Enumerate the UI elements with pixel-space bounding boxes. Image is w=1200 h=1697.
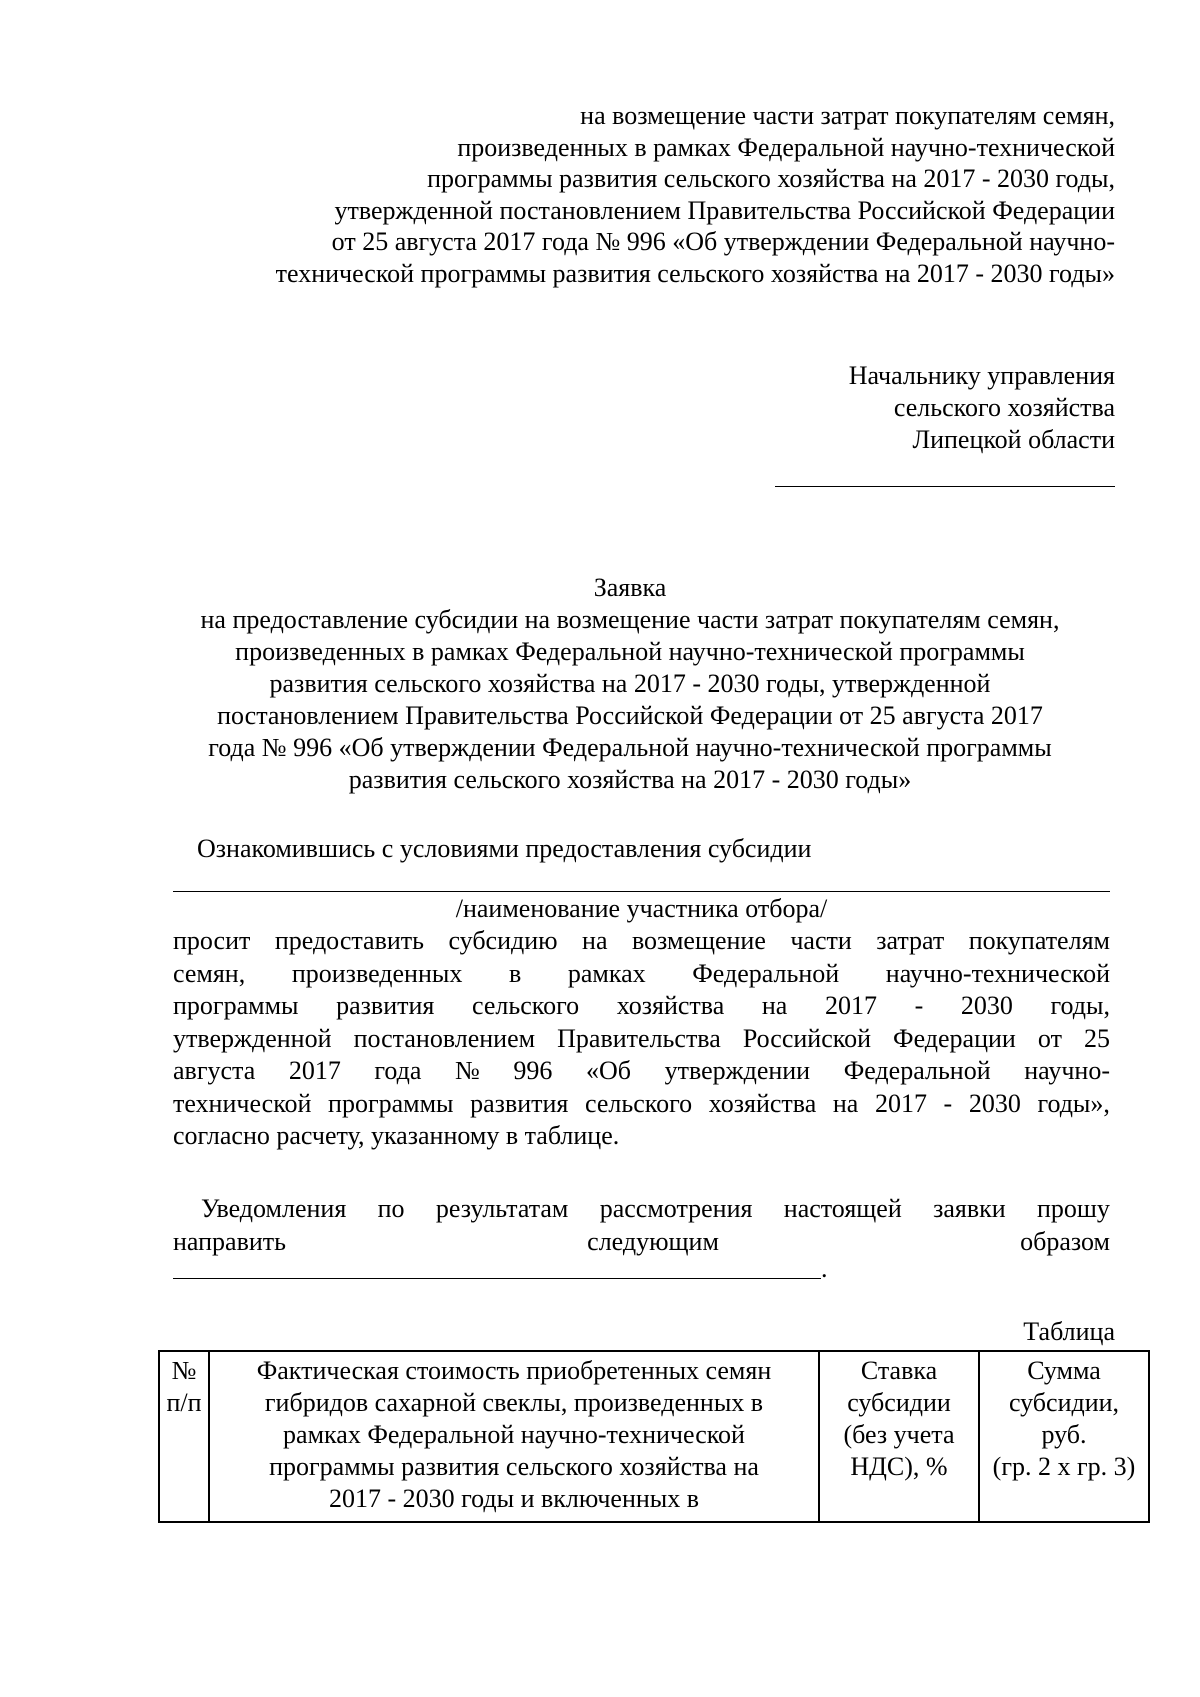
title-line: года № 996 «Об утверждении Федеральной научно-технической программы bbox=[208, 733, 1052, 762]
word: возмещение bbox=[631, 926, 766, 955]
word: по bbox=[377, 1194, 405, 1223]
header-cell-rate bbox=[819, 1351, 979, 1522]
request-paragraph bbox=[173, 925, 1110, 1153]
word: результатам bbox=[435, 1194, 569, 1223]
header-cell-number bbox=[159, 1351, 209, 1522]
word: утверждении bbox=[664, 1056, 811, 1085]
word: научно-технической bbox=[885, 958, 1110, 988]
header-line: произведенных в рамках Федеральной научно-технической bbox=[457, 132, 1115, 162]
word: направить bbox=[173, 1226, 286, 1256]
request-line bbox=[173, 1088, 1110, 1121]
header-cell-amount bbox=[979, 1351, 1149, 1522]
title-line: произведенных в рамках Федеральной научно-технической программы bbox=[235, 637, 1025, 666]
word: технической bbox=[173, 1088, 312, 1118]
header-line: утвержденной постановлением Правительства Российской Федерации bbox=[334, 195, 1115, 225]
word: хозяйства bbox=[616, 991, 725, 1020]
request-line bbox=[173, 990, 1110, 1023]
addressee-signature-field[interactable] bbox=[775, 486, 1115, 487]
cell-line: 2017 - 2030 годы и включенных в bbox=[328, 1484, 700, 1513]
request-line bbox=[173, 925, 1110, 958]
word: 25 bbox=[1084, 1023, 1110, 1053]
request-last-line: согласно расчету, указанному в таблице. bbox=[173, 1121, 620, 1150]
word: Федеральной bbox=[843, 1056, 991, 1085]
participant-caption: /наименование участника отбора/ bbox=[455, 894, 828, 923]
notify-end-mark: . bbox=[821, 1254, 828, 1283]
word: заявки bbox=[933, 1194, 1006, 1223]
word: программы bbox=[328, 1088, 454, 1118]
table-label: Таблица bbox=[1023, 1317, 1115, 1346]
word: Уведомления bbox=[201, 1194, 347, 1223]
word: предоставить bbox=[274, 926, 425, 955]
addressee-line: Начальнику управления bbox=[848, 361, 1115, 390]
word: программы bbox=[173, 991, 299, 1020]
cell-line: Ставка bbox=[860, 1356, 938, 1385]
word: затрат bbox=[876, 926, 945, 955]
word: настоящей bbox=[783, 1194, 902, 1223]
title-heading: Заявка bbox=[593, 573, 667, 602]
notify-paragraph bbox=[173, 1193, 1110, 1258]
cell-line: рамках Федеральной научно-технической bbox=[283, 1420, 745, 1449]
request-line bbox=[173, 1055, 1110, 1088]
participant-name-field[interactable] bbox=[173, 891, 1110, 892]
table-header-row bbox=[159, 1351, 1149, 1522]
request-line bbox=[173, 1023, 1110, 1056]
header-line: от 25 августа 2017 года № 996 «Об утверждении Федеральной научно- bbox=[331, 227, 1115, 256]
cell-line: НДС), % bbox=[850, 1452, 948, 1481]
cell-line: п/п bbox=[166, 1388, 202, 1417]
word: от bbox=[1037, 1023, 1062, 1053]
word: в bbox=[508, 958, 522, 988]
word: «Об bbox=[586, 1056, 632, 1085]
word: рамках bbox=[567, 958, 646, 988]
word: просит bbox=[173, 926, 251, 955]
word: развития bbox=[336, 991, 435, 1020]
word: постановлением bbox=[353, 1023, 536, 1053]
addressee-block bbox=[615, 360, 1115, 456]
cell-line: программы развития сельского хозяйства на bbox=[269, 1452, 759, 1481]
word: на bbox=[832, 1088, 859, 1118]
addressee-line: Липецкой области bbox=[912, 425, 1115, 454]
word: Правительства bbox=[557, 1023, 721, 1053]
word: рассмотрения bbox=[599, 1194, 753, 1223]
word: 2030 bbox=[968, 1088, 1021, 1118]
cell-line: (гр. 2 х гр. 3) bbox=[992, 1452, 1136, 1481]
application-title bbox=[150, 572, 1110, 796]
word: прошу bbox=[1037, 1194, 1110, 1223]
addressee-line: сельского хозяйства bbox=[893, 393, 1115, 422]
cell-line: гибридов сахарной свеклы, произведенных в bbox=[264, 1388, 764, 1417]
notify-method-field[interactable] bbox=[173, 1278, 821, 1279]
cell-line: субсидии bbox=[847, 1388, 951, 1417]
header-line: программы развития сельского хозяйства на 2017 - 2030 годы, bbox=[427, 164, 1115, 193]
word: части bbox=[790, 926, 852, 955]
header-reference bbox=[215, 100, 1115, 289]
word: образом bbox=[1020, 1226, 1110, 1256]
notify-line bbox=[173, 1226, 1110, 1259]
word: 2017 bbox=[824, 991, 877, 1020]
notify-line bbox=[173, 1193, 1110, 1226]
cell-line: руб. bbox=[1041, 1420, 1087, 1449]
word: сельского bbox=[472, 991, 580, 1020]
request-line bbox=[173, 958, 1110, 991]
cell-line: Фактическая стоимость приобретенных семян bbox=[256, 1356, 772, 1385]
word: Федерации bbox=[893, 1023, 1016, 1053]
word: годы», bbox=[1037, 1088, 1110, 1118]
cell-line: Сумма bbox=[1027, 1356, 1101, 1385]
word: семян, bbox=[173, 958, 246, 988]
word: 2017 bbox=[288, 1056, 341, 1085]
word: года bbox=[374, 1056, 422, 1085]
word: развития bbox=[470, 1088, 569, 1118]
header-line: технической программы развития сельского хозяйства на 2017 - 2030 годы» bbox=[275, 258, 1115, 288]
word: - bbox=[943, 1088, 953, 1118]
word: годы, bbox=[1050, 991, 1110, 1020]
word: сельского bbox=[585, 1088, 693, 1118]
intro-text: Ознакомившись с условиями предоставления субсидии bbox=[197, 834, 812, 863]
header-cell-cost bbox=[209, 1351, 819, 1522]
word: утвержденной bbox=[173, 1023, 332, 1053]
word: 2030 bbox=[960, 991, 1013, 1020]
word: научно- bbox=[1024, 1056, 1110, 1085]
word: на bbox=[761, 991, 788, 1020]
cell-line: (без учета bbox=[843, 1420, 955, 1449]
header-line: на возмещение части затрат покупателям семян, bbox=[580, 101, 1115, 130]
word: субсидию bbox=[448, 926, 558, 955]
word: произведенных bbox=[291, 958, 463, 988]
word: - bbox=[914, 991, 924, 1020]
word: августа bbox=[173, 1056, 256, 1085]
word: Федеральной bbox=[692, 958, 840, 988]
word: 2017 bbox=[874, 1088, 927, 1118]
word: 996 bbox=[513, 1056, 553, 1085]
title-line: на предоставление субсидии на возмещение части затрат покупателям семян, bbox=[200, 605, 1060, 634]
cell-line: субсидии, bbox=[1008, 1388, 1120, 1417]
word: следующим bbox=[587, 1226, 719, 1256]
cell-line: № bbox=[171, 1356, 197, 1385]
word: № bbox=[455, 1056, 480, 1085]
title-line: развития сельского хозяйства на 2017 - 2030 годы» bbox=[348, 765, 912, 794]
word: хозяйства bbox=[708, 1088, 817, 1118]
subsidy-table bbox=[158, 1350, 1150, 1523]
word: на bbox=[582, 926, 608, 955]
word: покупателям bbox=[968, 926, 1110, 955]
word: Российской bbox=[742, 1023, 871, 1053]
title-line: постановлением Правительства Российской Федерации от 25 августа 2017 bbox=[217, 701, 1043, 730]
title-line: развития сельского хозяйства на 2017 - 2030 годы, утвержденной bbox=[269, 669, 991, 698]
